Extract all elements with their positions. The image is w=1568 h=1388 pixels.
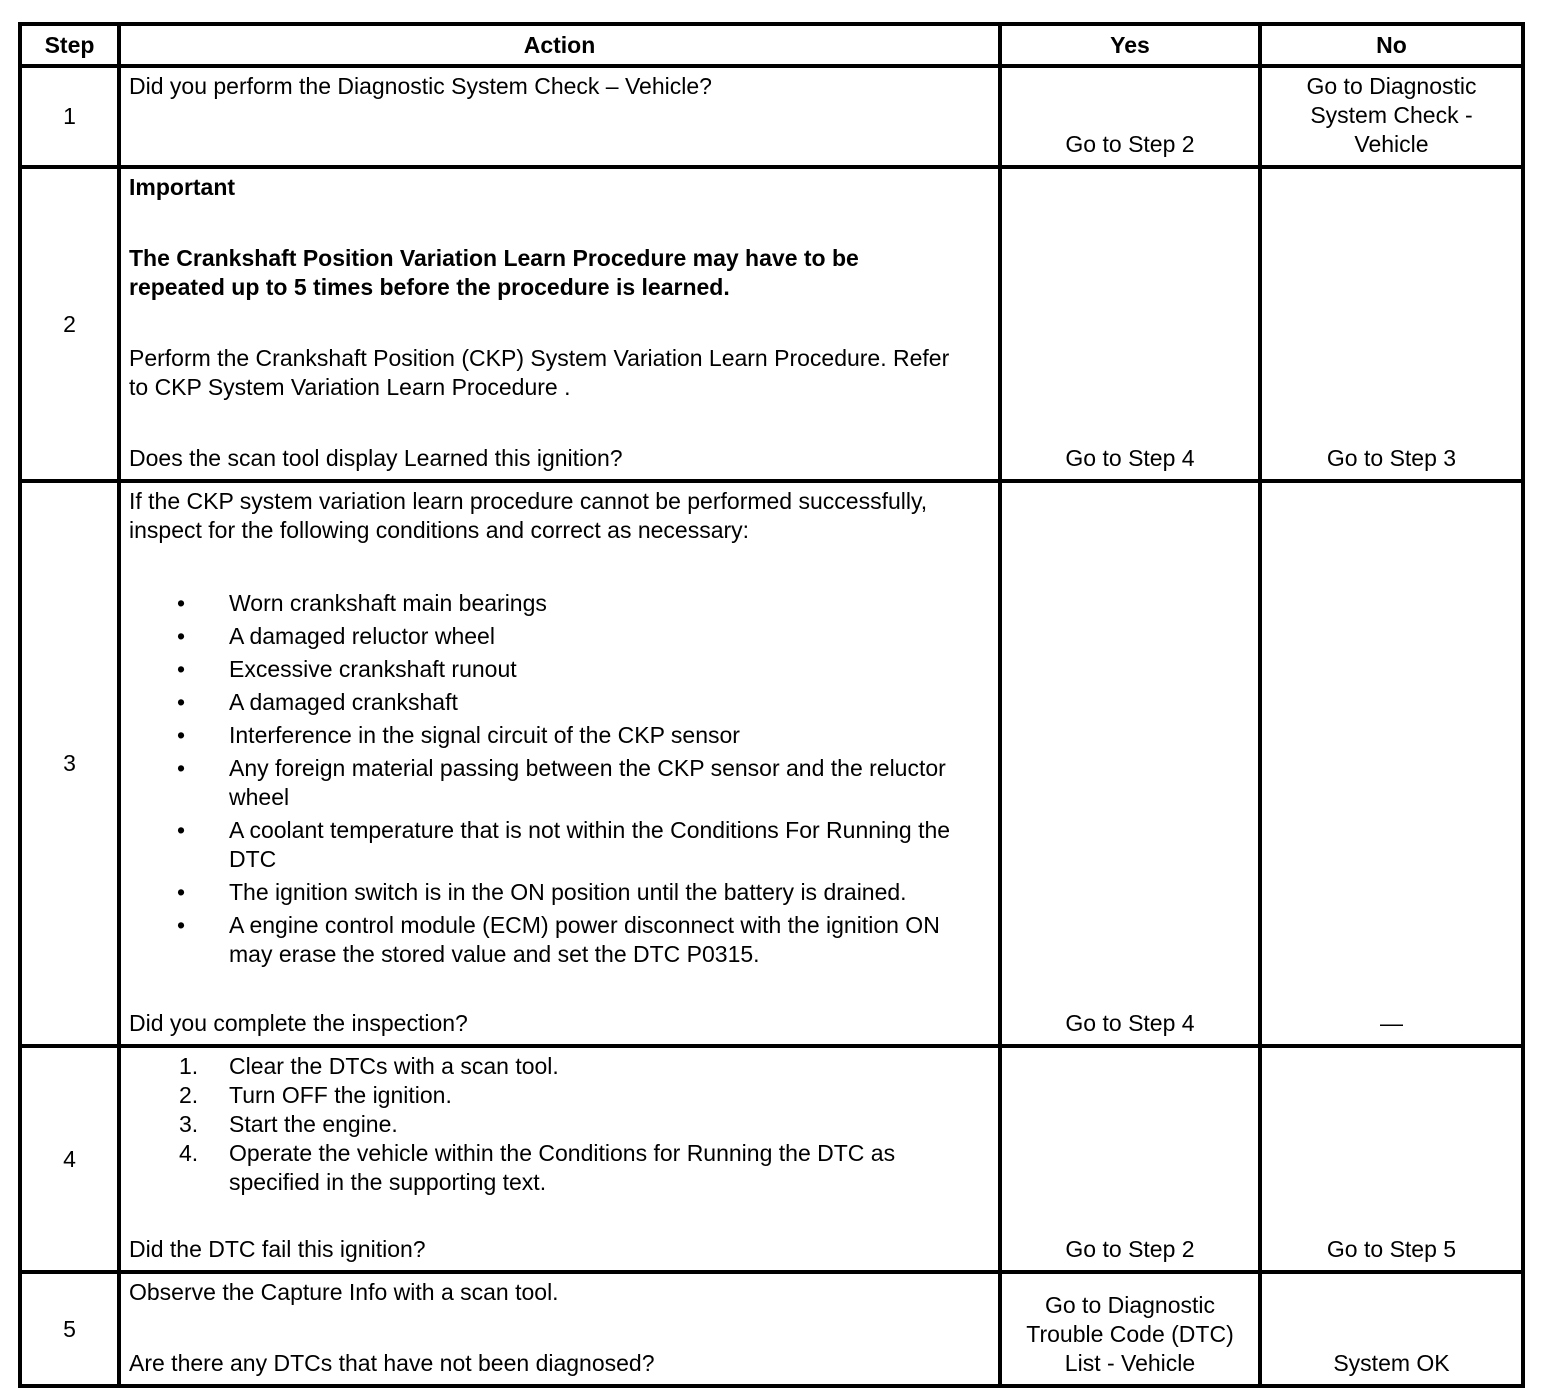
table-row bbox=[20, 66, 1523, 167]
bullet-icon: • bbox=[177, 590, 186, 616]
table-row bbox=[20, 481, 1523, 1046]
header-step: Step bbox=[20, 24, 119, 66]
bullet-icon: • bbox=[177, 817, 186, 843]
diagnostic-table bbox=[18, 22, 1525, 1388]
header-action: Action bbox=[119, 24, 1000, 66]
list-item: • Interference in the signal circuit of the CKP sensor bbox=[177, 722, 740, 748]
bullet-icon: • bbox=[177, 879, 186, 905]
action-cell bbox=[119, 481, 1000, 1046]
action-cell bbox=[119, 1046, 1000, 1272]
step-number: 3 bbox=[20, 481, 119, 1046]
header-row bbox=[20, 24, 1523, 66]
no-cell: Go to Step 3 bbox=[1260, 167, 1523, 481]
list-item: 1. Clear the DTCs with a scan tool. bbox=[179, 1053, 559, 1079]
bullet-icon: • bbox=[177, 689, 186, 715]
important-note: The Crankshaft Position Variation Learn Procedure may have to be repeated up to 5 times before the procedure is learned. bbox=[129, 245, 859, 300]
list-item: 2. Turn OFF the ignition. bbox=[179, 1082, 452, 1108]
yes-cell: Go to Step 2 bbox=[1000, 66, 1260, 167]
step-number: 5 bbox=[20, 1272, 119, 1386]
action-cell bbox=[119, 1272, 1000, 1386]
action-cell bbox=[119, 167, 1000, 481]
action-question: Did you perform the Diagnostic System Check – Vehicle? bbox=[129, 73, 712, 99]
no-cell: System OK bbox=[1260, 1272, 1523, 1386]
procedure-list bbox=[129, 1052, 990, 1197]
no-cell: Go to Step 5 bbox=[1260, 1046, 1523, 1272]
list-item: 4. Operate the vehicle within the Conditions for Running the DTC as specified in the supporting text. bbox=[179, 1140, 896, 1195]
step-number: 2 bbox=[20, 167, 119, 481]
action-question: Did you complete the inspection? bbox=[129, 1010, 468, 1036]
bullet-icon: • bbox=[177, 912, 186, 938]
yes-cell: Go to Step 4 bbox=[1000, 167, 1260, 481]
action-question: Does the scan tool display Learned this ignition? bbox=[129, 445, 623, 471]
no-result: Go to Diagnostic System Check - Vehicle bbox=[1306, 73, 1477, 157]
list-item: • A damaged crankshaft bbox=[177, 689, 458, 715]
bullet-icon: • bbox=[177, 755, 186, 781]
no-cell: — bbox=[1260, 481, 1523, 1046]
list-item: 3. Start the engine. bbox=[179, 1111, 398, 1137]
header-yes: Yes bbox=[1000, 24, 1260, 66]
yes-cell: Go to Step 2 bbox=[1000, 1046, 1260, 1272]
bullet-icon: • bbox=[177, 623, 186, 649]
list-item: • Worn crankshaft main bearings bbox=[177, 590, 547, 616]
bullet-icon: • bbox=[177, 722, 186, 748]
list-item: • A coolant temperature that is not within the Conditions For Running the DTC bbox=[177, 817, 951, 872]
yes-cell: Go to Step 4 bbox=[1000, 481, 1260, 1046]
no-cell bbox=[1260, 66, 1523, 167]
bullet-icon: • bbox=[177, 656, 186, 682]
action-question: Are there any DTCs that have not been diagnosed? bbox=[129, 1350, 655, 1376]
table-row bbox=[20, 1046, 1523, 1272]
condition-list bbox=[129, 589, 990, 969]
important-label: Important bbox=[129, 174, 236, 200]
list-item: • Excessive crankshaft runout bbox=[177, 656, 517, 682]
list-item: • The ignition switch is in the ON position until the battery is drained. bbox=[177, 879, 907, 905]
yes-result: Go to Diagnostic Trouble Code (DTC) List - Vehicle bbox=[1026, 1292, 1234, 1376]
step-number: 4 bbox=[20, 1046, 119, 1272]
step-number: 1 bbox=[20, 66, 119, 167]
action-intro: If the CKP system variation learn procedure cannot be performed successfully, inspect for the following conditions and correct as necessary: bbox=[129, 488, 928, 543]
list-item: • A damaged reluctor wheel bbox=[177, 623, 495, 649]
yes-cell bbox=[1000, 1272, 1260, 1386]
action-instruction: Observe the Capture Info with a scan tool. bbox=[129, 1279, 559, 1305]
list-item: • A engine control module (ECM) power disconnect with the ignition ON may erase the stored value and set the DTC P0315. bbox=[177, 912, 940, 967]
header-no: No bbox=[1260, 24, 1523, 66]
table-row bbox=[20, 167, 1523, 481]
table-row bbox=[20, 1272, 1523, 1386]
action-instruction: Perform the Crankshaft Position (CKP) System Variation Learn Procedure. Refer to CKP System Variation Learn Procedure . bbox=[129, 345, 950, 400]
list-item: • Any foreign material passing between the CKP sensor and the reluctor wheel bbox=[177, 755, 946, 810]
action-cell bbox=[119, 66, 1000, 167]
action-question: Did the DTC fail this ignition? bbox=[129, 1236, 426, 1262]
